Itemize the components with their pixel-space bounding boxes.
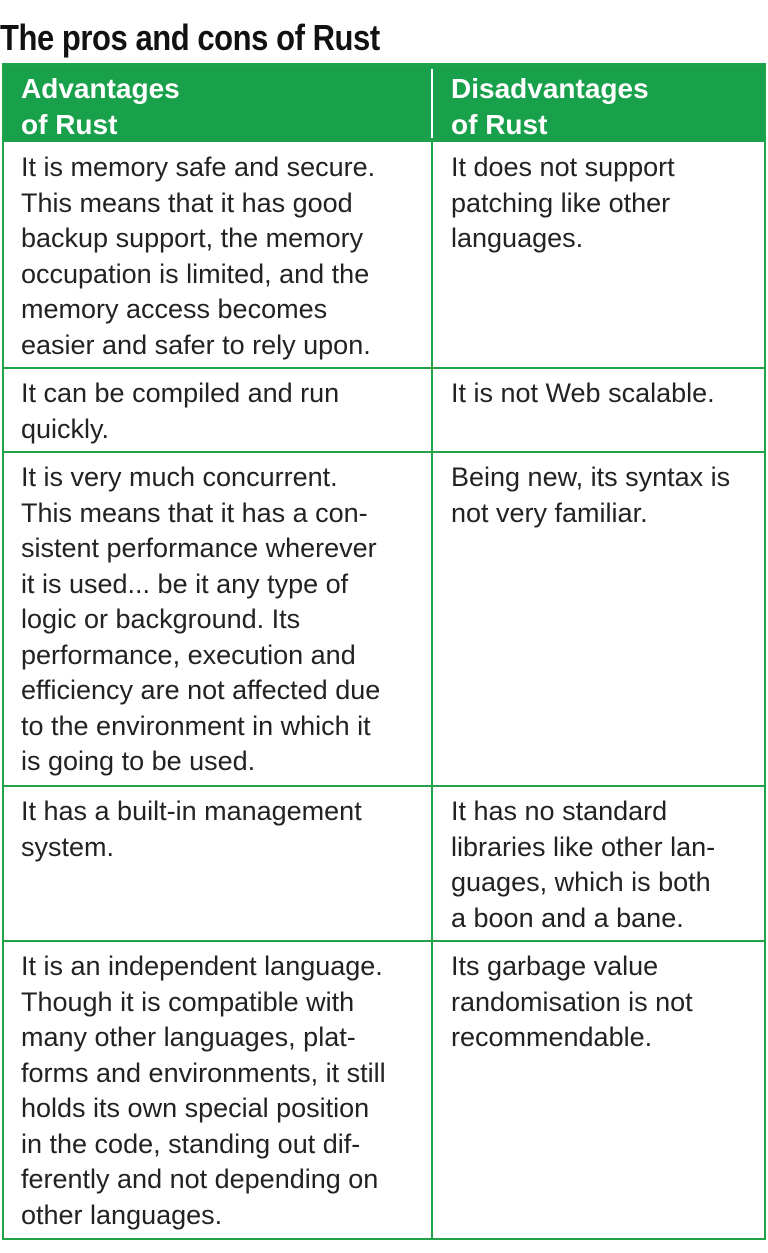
- disadvantage-line: Being new, its syntax is: [451, 462, 731, 492]
- advantage-cell: [4, 942, 431, 1238]
- disadvantage-line: a boon and a bane.: [451, 902, 684, 933]
- table-header-row: [4, 65, 764, 142]
- disadvantage-cell: [433, 787, 764, 941]
- disadvantage-line: libraries like other lan-: [451, 831, 716, 862]
- disadvantage-line: It has no standard: [451, 796, 668, 826]
- advantage-line: occupation is limited, and the: [21, 258, 370, 289]
- header-advantages-line: of Rust: [21, 109, 118, 140]
- advantage-line: It is memory safe and secure.: [21, 152, 376, 182]
- advantage-line: efficiency are not affected due: [21, 675, 381, 705]
- advantage-line: This means that it has a con-: [21, 497, 368, 528]
- advantage-line: in the code, standing out dif-: [21, 1128, 361, 1159]
- advantage-line: many other languages, plat-: [21, 1022, 356, 1052]
- advantage-line: It can be compiled and run: [21, 378, 340, 408]
- header-advantages-line: Advantages: [21, 73, 180, 104]
- advantage-line: system.: [21, 831, 115, 862]
- advantage-line: ferently and not depending on: [21, 1164, 379, 1194]
- disadvantage-line: Its garbage value: [451, 951, 659, 981]
- advantage-line: is going to be used.: [21, 746, 256, 776]
- advantage-cell: [4, 453, 431, 785]
- advantage-line: other languages.: [21, 1199, 223, 1230]
- disadvantage-cell: [433, 144, 764, 370]
- disadvantage-line: languages.: [451, 223, 584, 253]
- disadvantage-cell: [433, 942, 764, 1238]
- disadvantage-line: patching like other: [451, 187, 671, 218]
- pros-cons-table: [2, 63, 766, 1240]
- advantage-line: It has a built-in management: [21, 796, 362, 826]
- disadvantage-line: guages, which is both: [451, 867, 711, 897]
- advantage-line: It is very much concurrent.: [21, 462, 338, 492]
- advantage-line: logic or background. Its: [21, 604, 301, 634]
- disadvantage-line: not very familiar.: [451, 497, 648, 528]
- advantage-line: performance, execution and: [21, 639, 356, 670]
- advantage-cell: [4, 144, 431, 370]
- advantage-line: forms and environments, it still: [21, 1057, 386, 1088]
- disadvantage-line: recommendable.: [451, 1022, 653, 1052]
- advantage-line: memory access becomes: [21, 294, 328, 324]
- advantage-line: This means that it has good: [21, 187, 353, 218]
- advantage-line: quickly.: [21, 413, 110, 444]
- disadvantage-cell: [433, 369, 764, 451]
- advantage-line: to the environment in which it: [21, 710, 371, 741]
- advantage-line: Though it is compatible with: [21, 986, 355, 1017]
- disadvantage-line: randomisation is not: [451, 986, 693, 1017]
- header-disadvantages: [432, 65, 764, 142]
- advantage-line: holds its own special position: [21, 1093, 370, 1123]
- header-advantages: [4, 65, 432, 142]
- advantage-line: backup support, the memory: [21, 223, 364, 253]
- header-disadvantages-line: Disadvantages: [451, 73, 649, 104]
- disadvantage-line: It is not Web scalable.: [451, 378, 715, 408]
- advantage-line: it is used... be it any type of: [21, 568, 349, 599]
- disadvantage-cell: [433, 453, 764, 785]
- advantage-cell: [4, 369, 431, 451]
- disadvantage-line: It does not support: [451, 152, 675, 182]
- header-disadvantages-line: of Rust: [451, 109, 548, 140]
- advantage-line: It is an independent language.: [21, 951, 383, 981]
- advantage-line: sistent performance wherever: [21, 533, 377, 563]
- page-title: The pros and cons of Rust: [0, 17, 380, 58]
- advantage-line: easier and safer to rely upon.: [21, 329, 371, 360]
- advantage-cell: [4, 787, 431, 941]
